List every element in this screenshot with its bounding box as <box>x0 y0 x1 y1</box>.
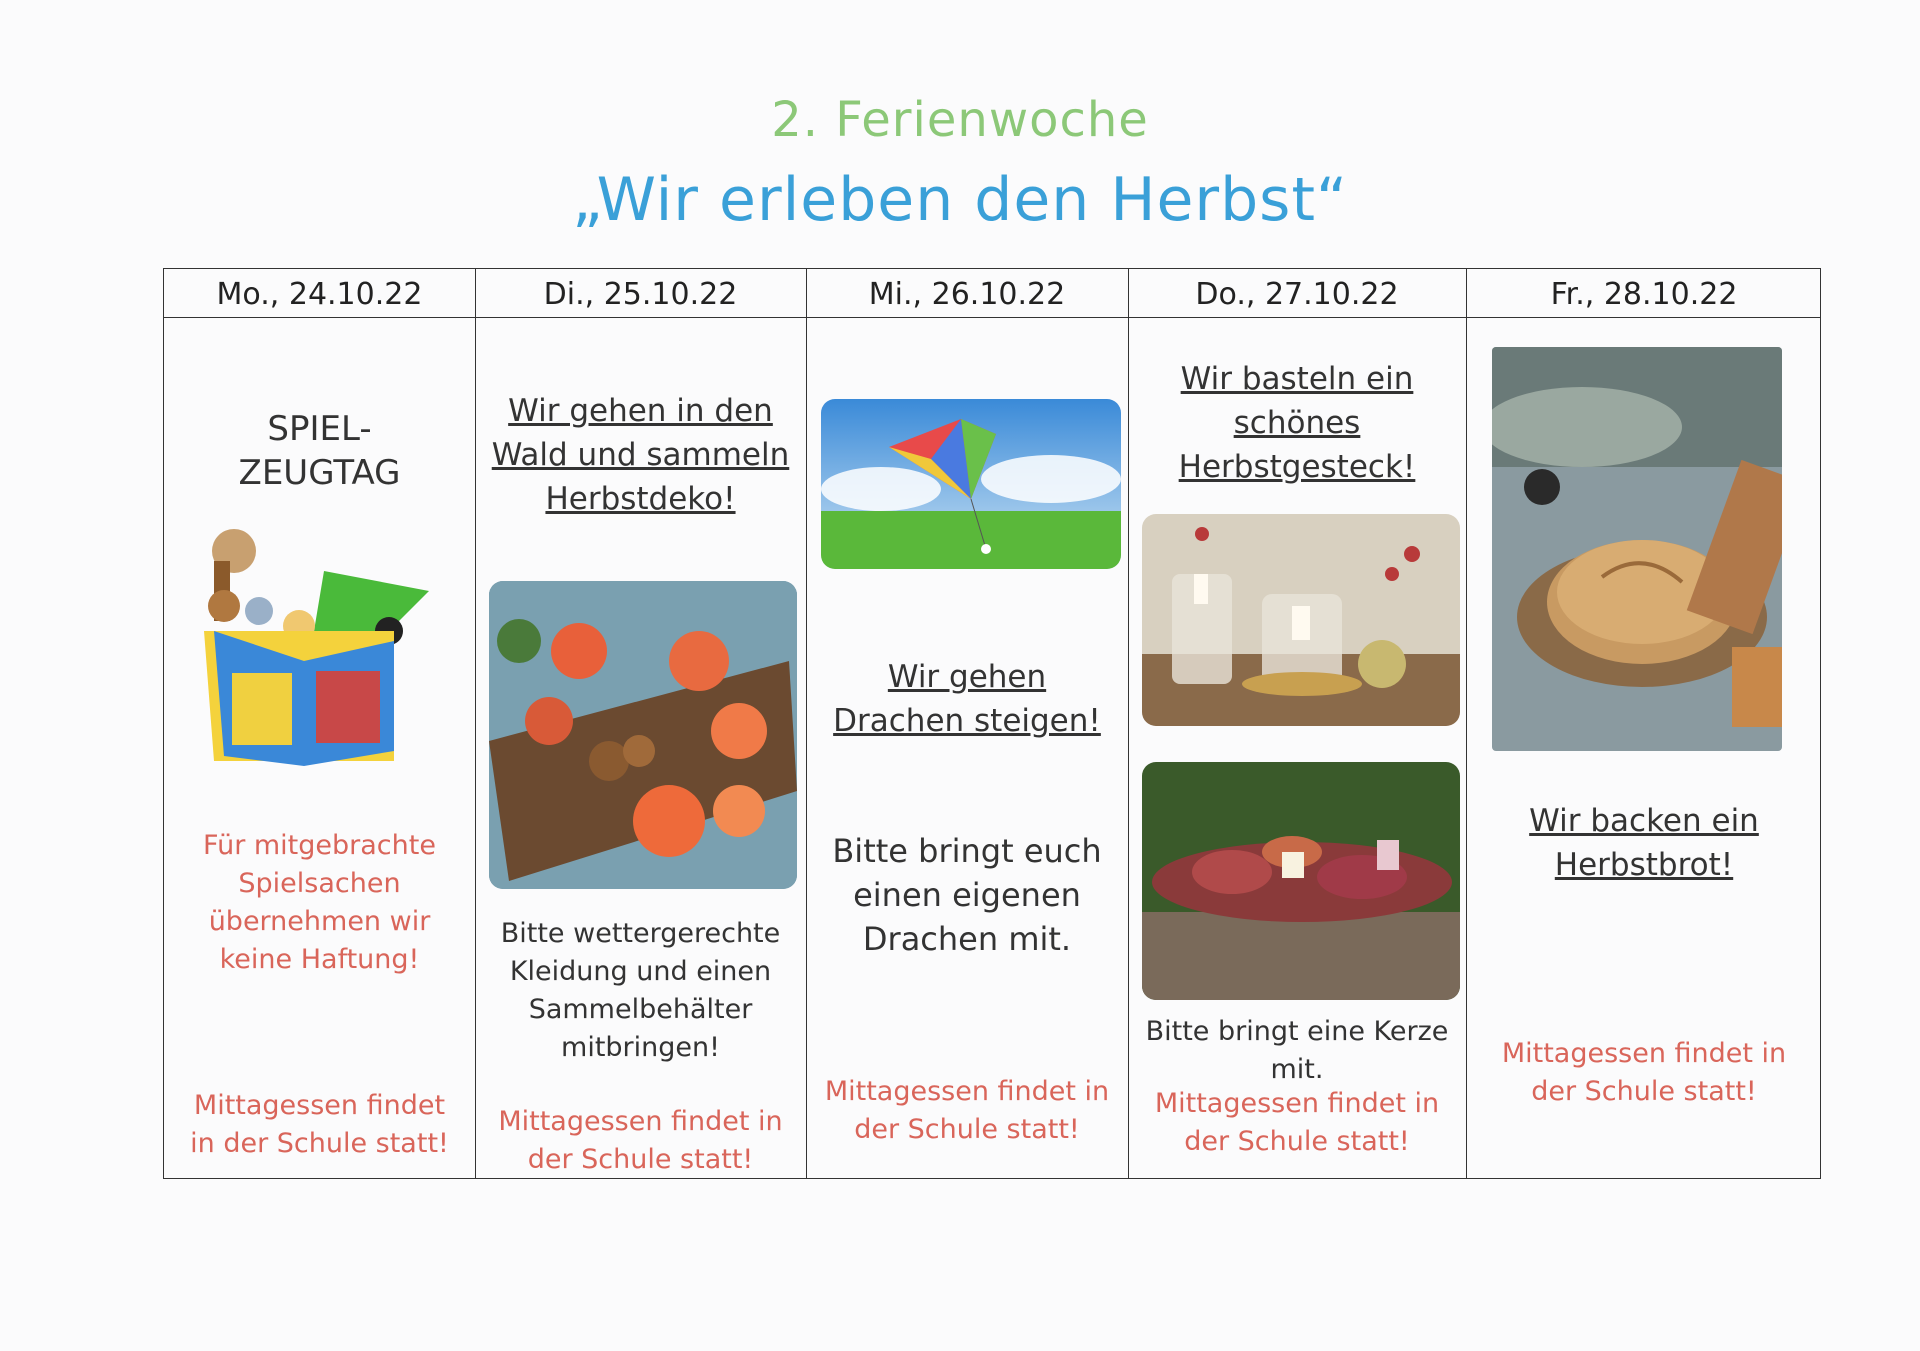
leaf-arrangement-photo <box>1142 762 1460 1000</box>
subtitle: 2. Ferienwoche <box>771 92 1149 148</box>
lunch-line: Mittagessen findet in <box>824 1076 1110 1107</box>
thursday-activity <box>1128 357 1466 489</box>
lunch-line: Mittagessen findet in <box>1501 1038 1787 1069</box>
activity-line: Herbstdeko! <box>545 481 736 517</box>
monday-activity <box>164 407 475 495</box>
note-line: Für mitgebrachte <box>203 830 436 861</box>
leaf-arrangement-image <box>1142 762 1460 1000</box>
tuesday-lunch-note <box>475 1103 806 1179</box>
activity-line: Wald und sammeln <box>491 437 790 473</box>
toy-box-panel <box>232 673 292 745</box>
monday-note <box>164 827 475 979</box>
lunch-line: in der Schule statt! <box>190 1128 449 1159</box>
note-line: Bitte wettergerechte <box>500 918 781 949</box>
bread-photo <box>1492 347 1782 751</box>
activity-line: ZEUGTAG <box>238 453 401 493</box>
activity-line: schönes <box>1233 405 1361 441</box>
day-header-monday: Mo., 24.10.22 <box>216 277 423 312</box>
note-line: einen eigenen <box>853 876 1081 914</box>
lunch-line: der Schule statt! <box>854 1114 1080 1145</box>
activity-line: Wir basteln ein <box>1180 361 1414 397</box>
wednesday-activity <box>806 655 1128 743</box>
note-line: Kleidung und einen <box>509 956 772 987</box>
autumn-decoration-photo <box>489 581 797 889</box>
activity-line: SPIEL- <box>267 409 372 449</box>
note-line: Sammelbehälter <box>528 994 753 1025</box>
page-title: „Wir erleben den Herbst“ <box>571 165 1349 235</box>
activity-line: Wir gehen in den <box>508 393 773 429</box>
bread-image <box>1492 347 1782 751</box>
kite-image <box>821 399 1121 569</box>
note-line: mitbringen! <box>561 1032 720 1063</box>
tuesday-activity <box>475 389 806 521</box>
autumn-decoration-image <box>489 581 797 889</box>
toy-box-illustration <box>194 521 434 771</box>
monday-lunch-note <box>164 1087 475 1163</box>
note-line: Spielsachen <box>238 868 401 899</box>
activity-line: Herbstgesteck! <box>1178 449 1416 485</box>
friday-lunch-note <box>1466 1035 1822 1111</box>
kite-photo <box>821 399 1121 569</box>
header-divider <box>164 317 1820 318</box>
friday-activity <box>1466 799 1822 887</box>
candle-arrangement-photo <box>1142 514 1460 726</box>
schedule-table <box>163 268 1821 1179</box>
day-header-thursday: Do., 27.10.22 <box>1195 277 1399 312</box>
lunch-line: Mittagessen findet in <box>498 1106 783 1137</box>
activity-line: Herbstbrot! <box>1554 847 1734 883</box>
note-line: Bitte bringt euch <box>832 832 1102 870</box>
lunch-line: Mittagessen findet in <box>1154 1088 1440 1119</box>
note-line: Drachen mit. <box>862 920 1072 958</box>
lunch-line: der Schule statt! <box>1184 1126 1410 1157</box>
robot-toy <box>245 597 273 625</box>
thursday-note <box>1128 1013 1466 1089</box>
note-line: keine Haftung! <box>219 944 420 975</box>
wednesday-note <box>806 829 1128 961</box>
lunch-line: der Schule statt! <box>527 1144 754 1175</box>
note-line: mit. <box>1270 1054 1324 1085</box>
day-header-friday: Fr., 28.10.22 <box>1550 277 1738 312</box>
teddy-bear <box>208 590 240 622</box>
candle-arrangement-image <box>1142 514 1460 726</box>
activity-line: Wir backen ein <box>1529 803 1759 839</box>
note-line: übernehmen wir <box>208 906 431 937</box>
day-header-wednesday: Mi., 26.10.22 <box>868 277 1066 312</box>
wednesday-lunch-note <box>806 1073 1128 1149</box>
activity-line: Drachen steigen! <box>833 703 1101 739</box>
lunch-line: Mittagessen findet <box>193 1090 446 1121</box>
tuesday-note <box>475 915 806 1067</box>
toy-box-panel <box>316 671 380 743</box>
activity-line: Wir gehen <box>887 659 1047 695</box>
thursday-lunch-note <box>1128 1085 1466 1161</box>
day-header-tuesday: Di., 25.10.22 <box>543 277 738 312</box>
lunch-line: der Schule statt! <box>1531 1076 1757 1107</box>
note-line: Bitte bringt eine Kerze <box>1145 1016 1449 1047</box>
